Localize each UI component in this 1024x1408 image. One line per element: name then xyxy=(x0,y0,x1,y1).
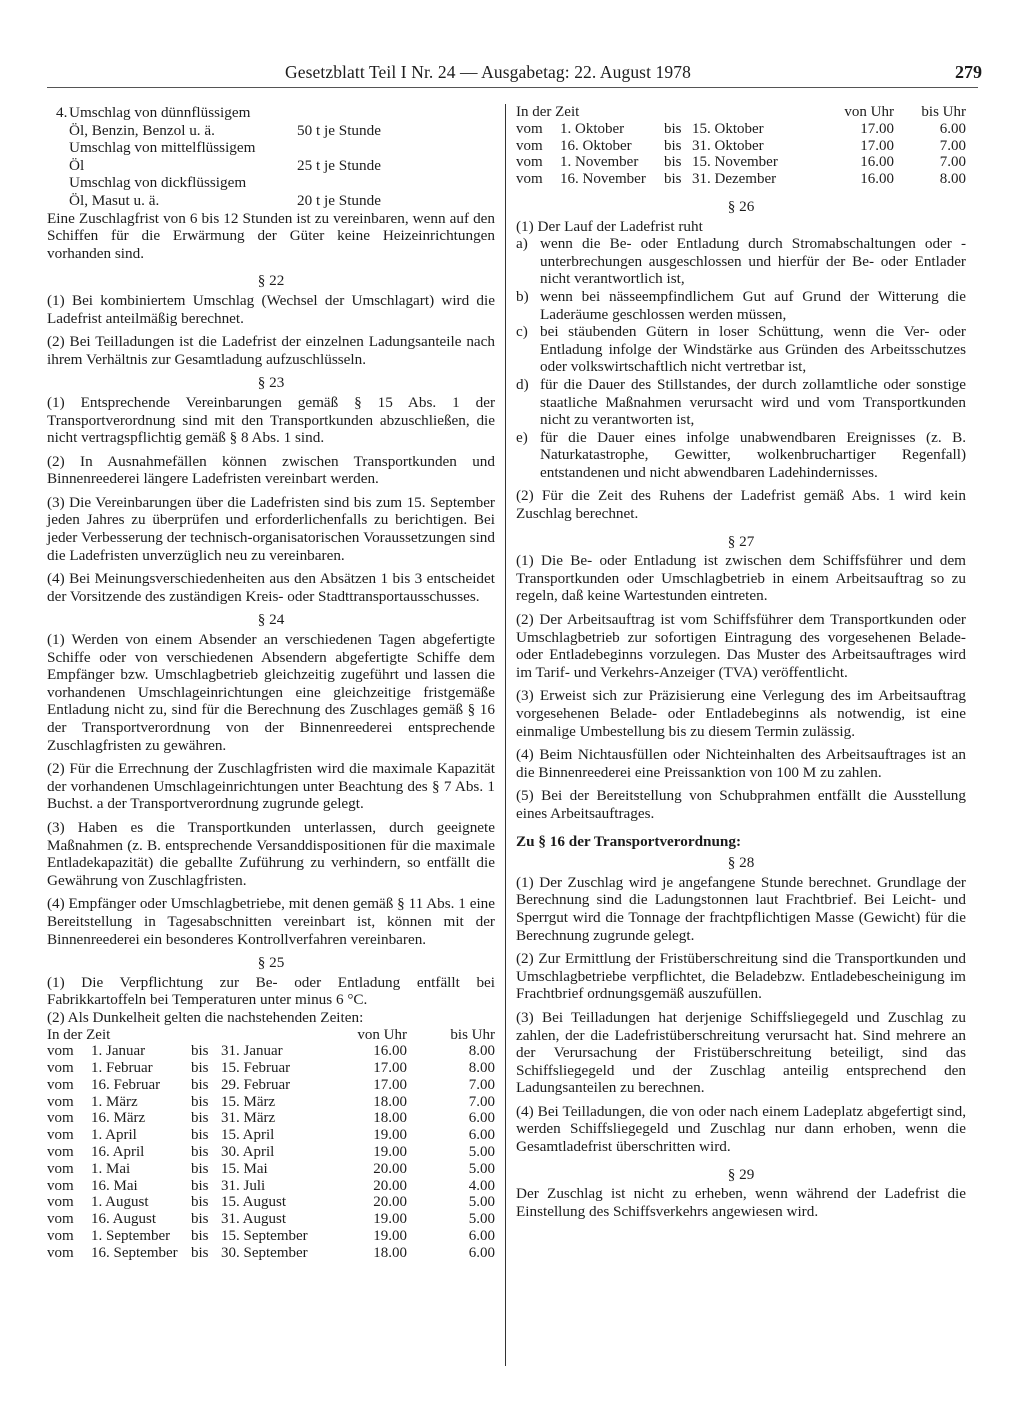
paragraph: (1) Die Verpflichtung zur Be- oder Entladung entfällt bei Fabrikkartoffeln bei Temperaturen unter minus 6 °C. xyxy=(47,973,495,1009)
cell-bis: bis xyxy=(191,1127,209,1144)
cell-to-date: 29. Februar xyxy=(221,1076,291,1093)
right-column xyxy=(516,104,966,1226)
cell-to-date: 31. Oktober xyxy=(692,137,764,154)
paragraph: (2) Bei Teilladungen ist die Ladefrist der einzelnen Ladungsanteile nach ihrem Verhältnis zur Gesamtladung aufzuschlüsseln. xyxy=(47,333,495,368)
cell-to-date: 15. November xyxy=(692,154,778,171)
darkness-times-table-continued xyxy=(516,104,966,188)
cell-from-date: 16. Oktober xyxy=(560,137,632,154)
condition-list xyxy=(516,235,966,481)
item-text: wenn die Be- oder Entladung durch Stromabschaltungen oder -unterbrechungen ausgeschlossen und hierfür der Be- oder Entlader nicht verantwortlich ist, xyxy=(540,235,966,288)
cell-from-date: 1. Mai xyxy=(91,1160,131,1177)
page-number: 279 xyxy=(955,62,982,82)
header-zeit: In der Zeit xyxy=(516,104,580,120)
cell-vom: vom xyxy=(47,1043,74,1060)
cell-von-uhr: 19.00 xyxy=(373,1144,407,1161)
cell-bis-uhr: 7.00 xyxy=(468,1076,495,1093)
cell-bis-uhr: 7.00 xyxy=(468,1093,495,1110)
rate-value: 20 t je Stunde xyxy=(297,191,381,209)
cell-to-date: 30. April xyxy=(221,1144,275,1161)
cell-bis: bis xyxy=(191,1228,209,1245)
cell-bis: bis xyxy=(191,1110,209,1127)
cell-to-date: 15. Februar xyxy=(221,1060,291,1077)
table-row xyxy=(47,1144,495,1161)
table-row xyxy=(47,1094,495,1111)
cell-vom: vom xyxy=(47,1093,74,1110)
paragraph: (1) Der Lauf der Ladefrist ruht xyxy=(516,217,703,235)
cell-vom: vom xyxy=(47,1110,74,1127)
item-line: Umschlag von dünnflüssigem xyxy=(69,104,251,121)
item-text: bei stäubenden Gütern in loser Schüttung, wenn die Ver- oder Entladung infolge der Windstärke aus Gründen des Arbeitsschutzes oder volkswirtschaftlich nicht vertretbar ist, xyxy=(540,323,966,376)
paragraph: (4) Bei Teilladungen, die von oder nach einem Ladeplatz abgefertigt sind, werden Schiffsliegegeld und Zuschlag nur dann erhoben, wenn die Gesamtladefrist überschritten wird. xyxy=(516,1102,966,1156)
cell-to-date: 15. Mai xyxy=(221,1160,268,1177)
paragraph: (1) Entsprechende Vereinbarungen gemäß § 15 Abs. 1 der Transportverordnung sind mit den Transportkunden abzuschließen, die nicht vertragspflichtig gemäß § 8 Abs. 1 sind. xyxy=(47,393,495,447)
header-bis-uhr: bis Uhr xyxy=(921,104,966,120)
item-label: d) xyxy=(516,375,529,393)
list-item xyxy=(516,376,966,429)
cell-von-uhr: 19.00 xyxy=(373,1228,407,1245)
item-label: a) xyxy=(516,235,528,253)
item-label: b) xyxy=(516,287,529,305)
cell-vom: vom xyxy=(47,1177,74,1194)
cell-to-date: 31. März xyxy=(221,1110,276,1127)
cell-von-uhr: 17.00 xyxy=(860,137,894,154)
cell-bis-uhr: 8.00 xyxy=(468,1043,495,1060)
cell-bis: bis xyxy=(191,1076,209,1093)
list-item xyxy=(516,288,966,323)
paragraph: (2) Der Arbeitsauftrag ist vom Schiffsführer dem Transportkunden oder Umschlagbetrieb zur sofortigen Eintragung des vorgesehenen Belade- oder Entladebeginns vorzulegen. Das Muster des Arbeitsauftrages wird im Tarif- und Verkehrs-Anzeiger (TVA) veröffentlicht. xyxy=(516,611,966,681)
cell-bis-uhr: 6.00 xyxy=(468,1244,495,1261)
paragraph: (1) Werden von einem Absender an verschiedenen Tagen abgefertigte Schiffe oder von verschiedenen Absendern abgefertigte Schiffe dem Empfänger bzw. Umschlagbetrieb gleichzeitig zugeführt und lassen die vorhandenen Umschlageinrichtungen eine gleichzeitige fristgemäße Entladung nicht zu, sind für die Berechnung des Zuschlages gemäß § 16 der Transportverordnung von der Binnenreederei entsprechende Zuschlagfristen zu gewähren. xyxy=(47,631,495,754)
item-label: c) xyxy=(516,323,528,341)
cell-von-uhr: 20.00 xyxy=(373,1177,407,1194)
cell-bis-uhr: 5.00 xyxy=(468,1144,495,1161)
paragraph: (1) Bei kombiniertem Umschlag (Wechsel der Umschlagart) wird die Ladefrist anteilmäßig berechnet. xyxy=(47,291,495,327)
page-header xyxy=(285,62,982,84)
cell-bis: bis xyxy=(664,171,682,188)
cell-von-uhr: 17.00 xyxy=(860,120,894,137)
table-row xyxy=(47,1228,495,1245)
cell-von-uhr: 17.00 xyxy=(373,1060,407,1077)
cell-bis-uhr: 4.00 xyxy=(468,1177,495,1194)
cell-vom: vom xyxy=(516,137,543,154)
subheading: Zu § 16 der Transportverordnung: xyxy=(516,832,742,850)
section-title: § 24 xyxy=(257,611,285,629)
cell-von-uhr: 16.00 xyxy=(373,1043,407,1060)
cell-bis-uhr: 5.00 xyxy=(468,1194,495,1211)
cell-to-date: 31. Dezember xyxy=(692,171,777,188)
section-title: § 29 xyxy=(727,1165,755,1183)
paragraph: (3) Bei Teilladungen hat derjenige Schiffsliegegeld und Zuschlag zu zahlen, der die Ladefristüberschreitung verursacht hat. Sind mehrere an der Verursachung der Fristüberschreitung beteiligt, sind das Schiffsliegegeld und der Zuschlag anteilig entsprechend den Ladungsanteilen zu berechnen. xyxy=(516,1008,966,1097)
cell-bis: bis xyxy=(191,1060,209,1077)
cell-bis-uhr: 6.00 xyxy=(939,120,966,137)
table-row xyxy=(47,1161,495,1178)
header-bis-uhr: bis Uhr xyxy=(450,1026,495,1043)
cell-from-date: 1. August xyxy=(91,1194,149,1211)
cell-bis: bis xyxy=(191,1144,209,1161)
cell-von-uhr: 16.00 xyxy=(860,154,894,171)
section-title: § 27 xyxy=(727,532,755,550)
cell-bis: bis xyxy=(191,1043,209,1060)
paragraph: (2) In Ausnahmefällen können zwischen Transportkunden und Binnenreederei längere Ladefristen vereinbart werden. xyxy=(47,452,495,488)
cell-bis-uhr: 7.00 xyxy=(939,154,966,171)
cell-bis: bis xyxy=(664,120,682,137)
section-title: § 28 xyxy=(727,854,755,872)
cell-to-date: 15. April xyxy=(221,1127,275,1144)
cell-von-uhr: 18.00 xyxy=(373,1110,407,1127)
header-zeit: In der Zeit xyxy=(47,1026,111,1043)
left-column xyxy=(47,104,495,1262)
section-title: § 23 xyxy=(257,374,285,392)
section-title: § 22 xyxy=(257,272,285,290)
cell-von-uhr: 20.00 xyxy=(373,1160,407,1177)
table-row xyxy=(516,154,966,171)
cell-to-date: 31. Juli xyxy=(221,1177,266,1194)
item-4 xyxy=(47,104,495,210)
cell-to-date: 15. September xyxy=(221,1228,308,1245)
item-text: wenn bei nässeempfindlichem Gut auf Grund der Witterung die Laderäume geschlossen werden müssen, xyxy=(540,287,966,323)
cell-vom: vom xyxy=(47,1194,74,1211)
paragraph: (3) Die Vereinbarungen über die Ladefristen sind bis zum 15. September jeden Jahres zu überprüfen und erforderlichenfalls zu berichtigen. Bei jeder Verbesserung der technisch-organisatorischen Voraussetzungen sind die Ladefristen unverzüglich neu zu vereinbaren. xyxy=(47,493,495,564)
rate-line xyxy=(69,157,495,175)
cell-vom: vom xyxy=(516,171,543,188)
cell-vom: vom xyxy=(516,154,543,171)
paragraph: (2) Zur Ermittlung der Fristüberschreitung sind die Transportkunden und Umschlagbetriebe verpflichtet, die Beladebzw. Entladebescheinigung im Frachtbrief ordnungsgemäß auszufüllen. xyxy=(516,950,966,1003)
cell-von-uhr: 18.00 xyxy=(373,1093,407,1110)
cell-vom: vom xyxy=(47,1127,74,1144)
cell-to-date: 15. Oktober xyxy=(692,120,764,137)
cell-bis-uhr: 6.00 xyxy=(468,1228,495,1245)
header-von-uhr: von Uhr xyxy=(844,104,894,120)
item-line: Umschlag von mittelflüssigem xyxy=(69,139,256,157)
rate-value: 50 t je Stunde xyxy=(297,121,381,139)
cell-from-date: 1. Januar xyxy=(91,1043,146,1060)
column-divider xyxy=(505,104,506,1366)
header-title: Gesetzblatt Teil I Nr. 24 — Ausgabetag: 22. August 1978 xyxy=(285,62,691,82)
cell-vom: vom xyxy=(516,120,543,137)
cell-von-uhr: 19.00 xyxy=(373,1127,407,1144)
rate-value: 25 t je Stunde xyxy=(297,156,381,174)
cell-from-date: 16. März xyxy=(91,1110,146,1127)
cell-von-uhr: 17.00 xyxy=(373,1076,407,1093)
cell-from-date: 1. April xyxy=(91,1127,137,1144)
table-row xyxy=(516,138,966,155)
cell-vom: vom xyxy=(47,1228,74,1245)
cell-bis-uhr: 7.00 xyxy=(939,137,966,154)
cell-bis: bis xyxy=(191,1244,209,1261)
paragraph: (2) Für die Errechnung der Zuschlagfristen wird die maximale Kapazität der vorhandenen Umschlageinrichtungen unter Beachtung des § 7 Abs. 1 Buchst. a der Transportverordnung zugrunde gelegt. xyxy=(47,760,495,813)
cell-from-date: 1. März xyxy=(91,1093,138,1110)
cell-from-date: 16. November xyxy=(560,171,646,188)
table-row xyxy=(516,121,966,138)
cell-vom: vom xyxy=(47,1144,74,1161)
cell-from-date: 16. Mai xyxy=(91,1177,138,1194)
table-row xyxy=(47,1060,495,1077)
cell-bis-uhr: 6.00 xyxy=(468,1110,495,1127)
cell-from-date: 1. September xyxy=(91,1228,171,1245)
paragraph: (1) Die Be- oder Entladung ist zwischen dem Schiffsführer und dem Transportkunden oder Umschlagbetrieb in einem Arbeitsauftrag so zu regeln, daß keine Wartestunden eintreten. xyxy=(516,552,966,605)
cell-von-uhr: 16.00 xyxy=(860,171,894,188)
paragraph: (1) Der Zuschlag wird je angefangene Stunde berechnet. Grundlage der Berechnung sind die Ladungstonnen laut Frachtbrief. Bei Leicht- und Sperrgut wird die Tonnage der frachtpflichtigen Masse (Gewicht) für die Berechnung zugrunde gelegt. xyxy=(516,873,966,944)
table-row xyxy=(47,1211,495,1228)
table-row xyxy=(516,171,966,188)
cell-to-date: 15. August xyxy=(221,1194,287,1211)
cell-bis-uhr: 8.00 xyxy=(468,1060,495,1077)
cell-from-date: 16. April xyxy=(91,1144,145,1161)
header-rule xyxy=(47,87,978,88)
cell-vom: vom xyxy=(47,1076,74,1093)
paragraph: (4) Bei Meinungsverschiedenheiten aus den Absätzen 1 bis 3 entscheidet der Vorsitzende des zuständigen Kreis- oder Stadttransportausschusses. xyxy=(47,570,495,605)
paragraph: (3) Haben es die Transportkunden unterlassen, durch geeignete Maßnahmen (z. B. entsprechende Versanddispositionen für die maximale Entladekapazität) die geballte Zuführung zu verhindern, so entfällt die Gewährung von Zuschlagfristen. xyxy=(47,818,495,889)
cell-bis: bis xyxy=(664,154,682,171)
cell-to-date: 30. September xyxy=(221,1244,308,1261)
cell-vom: vom xyxy=(47,1244,74,1261)
cell-bis-uhr: 6.00 xyxy=(468,1127,495,1144)
cell-bis: bis xyxy=(191,1160,209,1177)
cell-vom: vom xyxy=(47,1060,74,1077)
header-von-uhr: von Uhr xyxy=(357,1026,407,1043)
cell-to-date: 31. August xyxy=(221,1211,287,1228)
table-row xyxy=(47,1043,495,1060)
cell-from-date: 16. Februar xyxy=(91,1076,161,1093)
item-line: Umschlag von dickflüssigem xyxy=(69,174,247,192)
cell-vom: vom xyxy=(47,1211,74,1228)
cell-bis: bis xyxy=(191,1194,209,1211)
paragraph: Der Zuschlag ist nicht zu erheben, wenn während der Ladefrist die Einstellung des Schiffsverkehrs angewiesen wird. xyxy=(516,1185,966,1220)
cell-bis-uhr: 8.00 xyxy=(939,171,966,188)
cell-von-uhr: 18.00 xyxy=(373,1244,407,1261)
item-label: e) xyxy=(516,428,528,446)
paragraph: (5) Bei der Bereitstellung von Schubprahmen entfällt die Ausstellung eines Arbeitsauftrages. xyxy=(516,787,966,822)
cell-bis: bis xyxy=(191,1093,209,1110)
paragraph: (4) Empfänger oder Umschlagbetriebe, mit denen gemäß § 11 Abs. 1 eine Bereitstellung in Tagesabschnitten vereinbart ist, können mit der Binnenreederei ein besonderes Kontrollverfahren vereinbaren. xyxy=(47,895,495,948)
darkness-times-table xyxy=(47,1027,495,1262)
table-row xyxy=(47,1127,495,1144)
cell-to-date: 15. März xyxy=(221,1093,276,1110)
cell-from-date: 1. November xyxy=(560,154,639,171)
list-item xyxy=(516,235,966,288)
paragraph: (2) Für die Zeit des Ruhens der Ladefrist gemäß Abs. 1 wird kein Zuschlag berechnet. xyxy=(516,487,966,523)
list-item xyxy=(516,429,966,482)
section-title: § 25 xyxy=(257,954,285,972)
item-text: für die Dauer eines infolge unabwendbaren Ereignisses (z. B. Naturkatastrophe, Gewitter, wolkenbruchartiger Regenfall) entstandenen und nicht abwendbaren Ladehindernisses. xyxy=(540,428,966,481)
rate-label: Öl xyxy=(69,156,85,174)
list-item xyxy=(516,323,966,376)
paragraph: Eine Zuschlagfrist von 6 bis 12 Stunden ist zu vereinbaren, wenn auf den Schiffen für die Erwärmung der Güter keine Heizeinrichtungen vorhanden sind. xyxy=(47,209,495,262)
rate-label: Öl, Masut u. ä. xyxy=(69,191,160,209)
cell-vom: vom xyxy=(47,1160,74,1177)
cell-bis: bis xyxy=(191,1177,209,1194)
cell-from-date: 16. August xyxy=(91,1211,157,1228)
cell-von-uhr: 20.00 xyxy=(373,1194,407,1211)
cell-from-date: 1. Februar xyxy=(91,1060,153,1077)
table-header-row xyxy=(516,104,966,121)
cell-from-date: 16. September xyxy=(91,1244,178,1261)
cell-bis: bis xyxy=(664,137,682,154)
cell-von-uhr: 19.00 xyxy=(373,1211,407,1228)
table-row xyxy=(47,1110,495,1127)
cell-from-date: 1. Oktober xyxy=(560,120,625,137)
paragraph: (3) Erweist sich zur Präzisierung eine Verlegung des im Arbeitsauftrag vorgesehenen Belade- oder Entladebeginns als notwendig, ist eine einmalige Umbestellung bis zu diesem Termin zulässig. xyxy=(516,687,966,740)
cell-to-date: 31. Januar xyxy=(221,1043,283,1060)
table-row xyxy=(47,1178,495,1195)
section-title: § 26 xyxy=(727,197,755,215)
cell-bis-uhr: 5.00 xyxy=(468,1160,495,1177)
table-row xyxy=(47,1245,495,1262)
paragraph: (4) Beim Nichtausfüllen oder Nichteinhalten des Arbeitsauftrages ist an die Binnenreederei eine Preissanktion von 100 M zu zahlen. xyxy=(516,746,966,781)
paragraph: (2) Als Dunkelheit gelten die nachstehenden Zeiten: xyxy=(47,1008,364,1026)
table-row xyxy=(47,1194,495,1211)
rate-label: Öl, Benzin, Benzol u. ä. xyxy=(69,121,215,139)
cell-bis-uhr: 5.00 xyxy=(468,1211,495,1228)
table-header-row xyxy=(47,1027,495,1044)
rate-line xyxy=(69,122,495,140)
cell-bis: bis xyxy=(191,1211,209,1228)
rate-line xyxy=(69,192,495,210)
item-text: für die Dauer des Stillstandes, der durch zollamtliche oder sonstige staatliche Maßnahmen verursacht wird und vom Transportkunden nicht zu verantworten ist, xyxy=(540,375,966,429)
item-number: 4. xyxy=(56,104,68,121)
table-row xyxy=(47,1077,495,1094)
